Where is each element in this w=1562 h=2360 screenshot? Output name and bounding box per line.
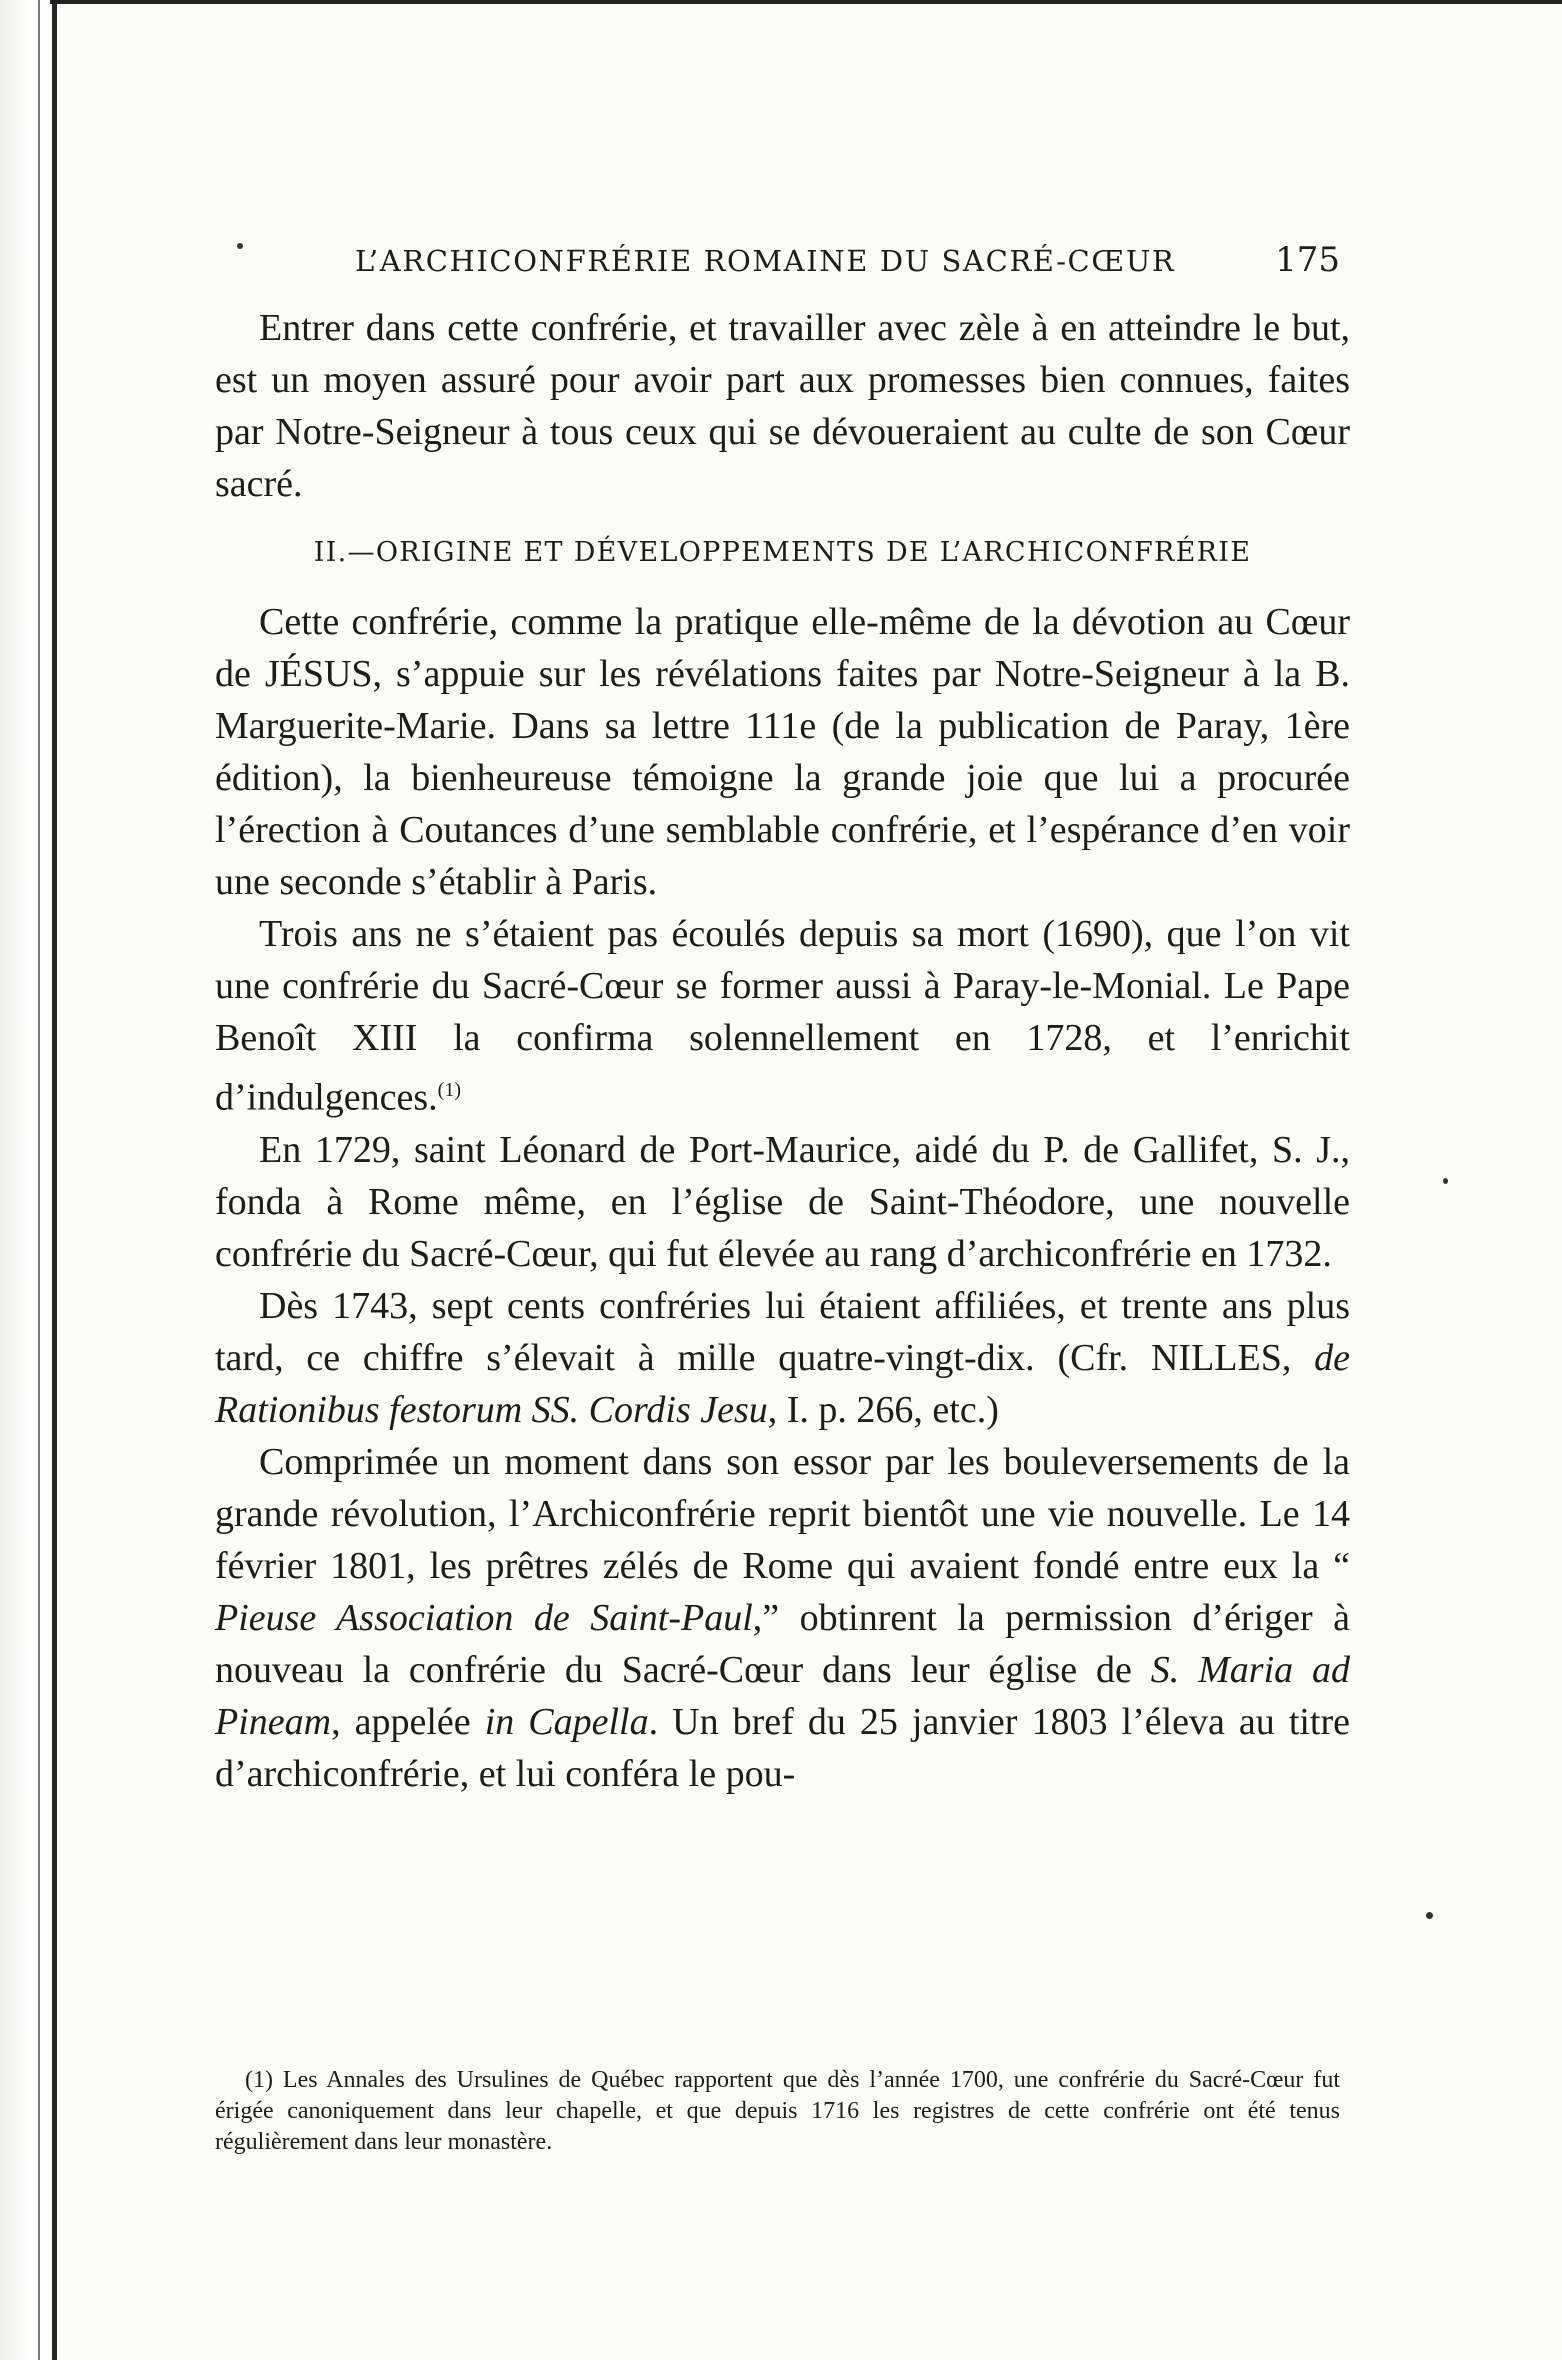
footnote: (1) Les Annales des Ursulines de Québec rapportent que dès l’année 1700, une confrérie du Sacré-Cœur fut érigée canoniquement dans leur chapelle, et que depuis 1716 les registres de cette confrérie ont été tenus régulièrement dans leur monastère. xyxy=(215,2067,1340,2155)
binding-shadow-line xyxy=(38,0,40,2360)
print-speck xyxy=(1426,1912,1433,1919)
association-name: Pieuse Association de Saint-Paul xyxy=(215,1596,753,1639)
running-title: L’ARCHICONFRÉRIE ROMAINE DU SACRÉ-CŒUR xyxy=(355,244,1176,278)
chapel-name: in Capella xyxy=(484,1700,649,1743)
paragraph-5-text-b: ,” obtinrent la permission d’ériger à nouveau la confrérie du Sacré-Cœur dans leur église de xyxy=(215,1596,1351,1691)
paragraph-4-text: Dès 1743, sept cents confréries lui étaient affiliées, et trente ans plus tard, ce chiffre s’élevait à mille quatre-vingt-dix. (Cfr. xyxy=(215,1284,1350,1379)
section-heading: II.—ORIGINE ET DÉVELOPPEMENTS DE L’ARCHICONFRÉRIE xyxy=(313,537,1252,568)
page-number: 175 xyxy=(1275,240,1340,280)
page-body xyxy=(215,240,1350,1800)
citation-separator: , xyxy=(1281,1336,1315,1379)
citation-work-title: de Rationibus festorum SS. Cordis Jesu xyxy=(215,1336,1351,1431)
church-name: S. Maria ad Pineam xyxy=(215,1648,1351,1743)
print-speck xyxy=(1443,1178,1448,1184)
paragraph-1: Cette confrérie, comme la pratique elle-même de la dévotion au Cœur de JÉSUS, s’appuie sur les révélations faites par Notre-Seigneur à la B. Marguerite-Marie. Dans sa lettre 111e (de la publication de Paray, 1ère édition), la bienheureuse témoigne la grande joie que lui a procurée l’érection à Coutances d’une semblable confrérie, et l’espérance d’en voir une seconde s’établir à Paris. xyxy=(215,601,1350,903)
footnote-marker: (1) xyxy=(437,1079,461,1101)
paragraph-5-text-d: . Un bref du 25 janvier 1803 l’éleva au titre d’archiconfrérie, et lui conféra le pou- xyxy=(215,1700,1351,1795)
citation-author: NILLES xyxy=(1150,1336,1282,1379)
binding-line xyxy=(52,0,57,2360)
top-edge-rule xyxy=(50,0,1562,4)
paragraph-5-text-a: Comprimée un moment dans son essor par les bouleversements de la grande révolution, l’Archiconfrérie reprit bientôt une vie nouvelle. Le 14 février 1801, les prêtres zélés de Rome qui avaient fondé entre eux la “ xyxy=(215,1440,1350,1587)
paragraph-5-text-c: , appelée xyxy=(331,1700,485,1743)
citation-pages: , I. p. 266, etc.) xyxy=(767,1388,999,1431)
paragraph-4 xyxy=(215,1280,1350,1436)
paragraph-2-text: Trois ans ne s’étaient pas écoulés depuis sa mort (1690), que l’on vit une confrérie du Sacré-Cœur se former aussi à Paray-le-Monial. Le Pape Benoît XIII la confirma solennellement en 1728, et l’enrichit d’indulgences. xyxy=(215,913,1350,1119)
paragraph-3: En 1729, saint Léonard de Port-Maurice, aidé du P. de Gallifet, S. J., fonda à Rome même, en l’église de Saint-Théodore, une nouvelle confrérie du Sacré-Cœur, qui fut élevée au rang d’archiconfrérie en 1732. xyxy=(215,1128,1350,1275)
intro-paragraph: Entrer dans cette confrérie, et travailler avec zèle à en atteindre le but, est un moyen assuré pour avoir part aux promesses bien connues, faites par Notre-Seigneur à tous ceux qui se dévoueraient au culte de son Cœur sacré. xyxy=(215,307,1350,505)
paragraph-2 xyxy=(215,908,1350,1124)
running-head xyxy=(355,240,1340,302)
paragraph-5 xyxy=(215,1436,1350,1800)
